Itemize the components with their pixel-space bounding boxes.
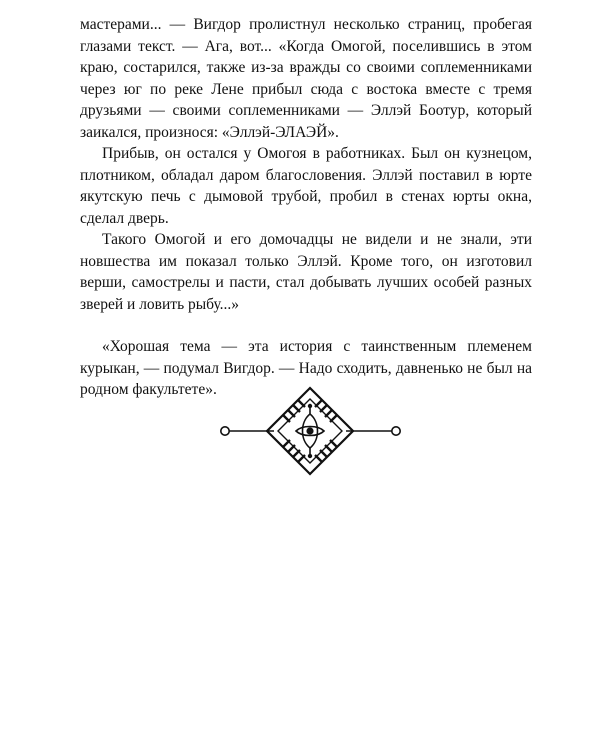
paragraph-2: Прибыв, он остался у Омогоя в работниках. Был он кузнецом, плотником, обладал даром благословения. Эллэй поставил в юрте якутскую печь с дымовой трубой, пробил в стенах юрты окна, сделал дверь. <box>80 145 532 227</box>
paragraph-4: «Хорошая тема — эта история с таинственным племенем курыкан, — подумал Вигдор. — Надо сходить, давненько не был на родном факультете». <box>80 338 532 398</box>
diamond-ornament-icon <box>216 384 404 480</box>
page-text <box>80 14 532 401</box>
paragraph-gap <box>80 315 532 336</box>
paragraph-3: Такого Омогой и его домочадцы не видели и не знали, эти новшества им показал только Эллэй. Кроме того, он изготовил верши, самострелы и пасти, стал добывать лучших особей разных зверей и ловить рыбу...» <box>80 231 532 313</box>
paragraph-1: мастерами... — Вигдор пролистнул несколько страниц, пробегая глазами текст. — Ага, вот... «Когда Омогой, поселившись в этом краю, состарился, также из-за вражды со своими соплеменниками через юг по реке Лене прибыл сюда с востока вместе с тремя друзьями — своими соплеменниками — Эллэй Боотур, который заикался, произнося: «Эллэй-ЭЛАЭЙ». <box>80 16 532 141</box>
